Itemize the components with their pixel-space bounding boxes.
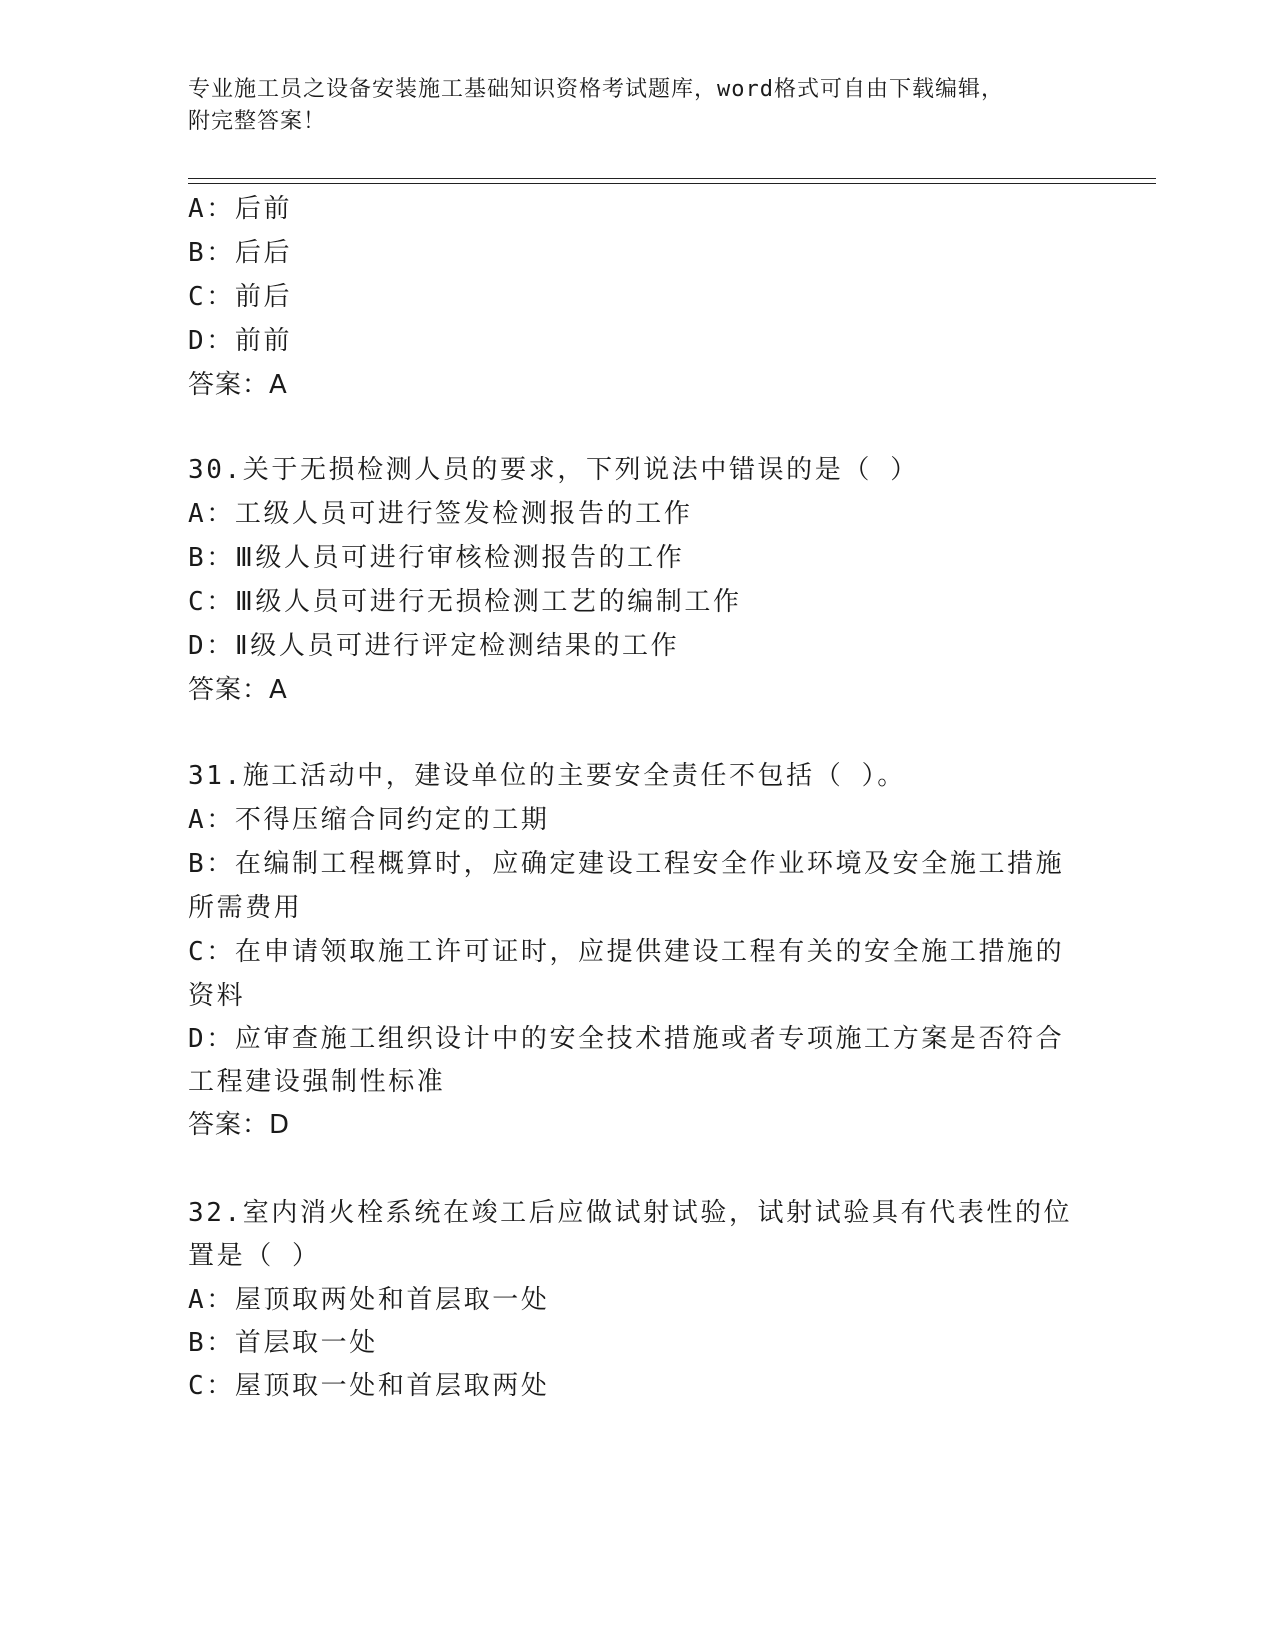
q31-option-c-line-1: C：在申请领取施工许可证时，应提供建设工程有关的安全施工措施的 — [188, 937, 1065, 967]
q31-question: 31.施工活动中，建设单位的主要安全责任不包括（ ）。 — [188, 761, 906, 791]
q30-option-a: A：工级人员可进行签发检测报告的工作 — [188, 499, 693, 529]
q30-option-d: D：Ⅱ级人员可进行评定检测结果的工作 — [188, 631, 680, 661]
q29-answer: 答案：A — [188, 370, 288, 400]
q30-option-b: B：Ⅲ级人员可进行审核检测报告的工作 — [188, 543, 685, 573]
q30-question: 30.关于无损检测人员的要求，下列说法中错误的是（ ） — [188, 455, 919, 485]
q32-option-c: C：屋顶取一处和首层取两处 — [188, 1371, 550, 1401]
header-line-1: 专业施工员之设备安装施工基础知识资格考试题库，word格式可自由下载编辑， — [188, 77, 1004, 102]
q32-question-line-2: 置是（ ） — [188, 1241, 321, 1271]
q32-option-b: B：首层取一处 — [188, 1328, 378, 1358]
header-line-2: 附完整答案！ — [188, 109, 327, 134]
q32-question-line-1: 32.室内消火栓系统在竣工后应做试射试验，试射试验具有代表性的位 — [188, 1198, 1073, 1228]
q32-option-a: A：屋顶取两处和首层取一处 — [188, 1285, 550, 1315]
q31-option-b-line-2: 所需费用 — [188, 893, 303, 923]
q29-option-b: B：后后 — [188, 238, 293, 268]
q31-option-b-line-1: B：在编制工程概算时，应确定建设工程安全作业环境及安全施工措施 — [188, 849, 1065, 879]
q29-option-d: D：前前 — [188, 326, 293, 356]
page-header — [188, 74, 1088, 138]
q29-option-a: A：后前 — [188, 194, 293, 224]
header-rule-top — [188, 178, 1156, 179]
q31-option-a: A：不得压缩合同约定的工期 — [188, 805, 550, 835]
q30-option-c: C：Ⅲ级人员可进行无损检测工艺的编制工作 — [188, 587, 742, 617]
q30-answer: 答案：A — [188, 675, 288, 705]
q31-option-d-line-1: D：应审查施工组织设计中的安全技术措施或者专项施工方案是否符合 — [188, 1024, 1065, 1054]
header-rule-bottom — [188, 183, 1156, 184]
q31-answer: 答案：D — [188, 1110, 291, 1140]
q31-option-d-line-2: 工程建设强制性标准 — [188, 1067, 446, 1097]
q29-option-c: C：前后 — [188, 282, 293, 312]
q31-option-c-line-2: 资料 — [188, 981, 246, 1011]
